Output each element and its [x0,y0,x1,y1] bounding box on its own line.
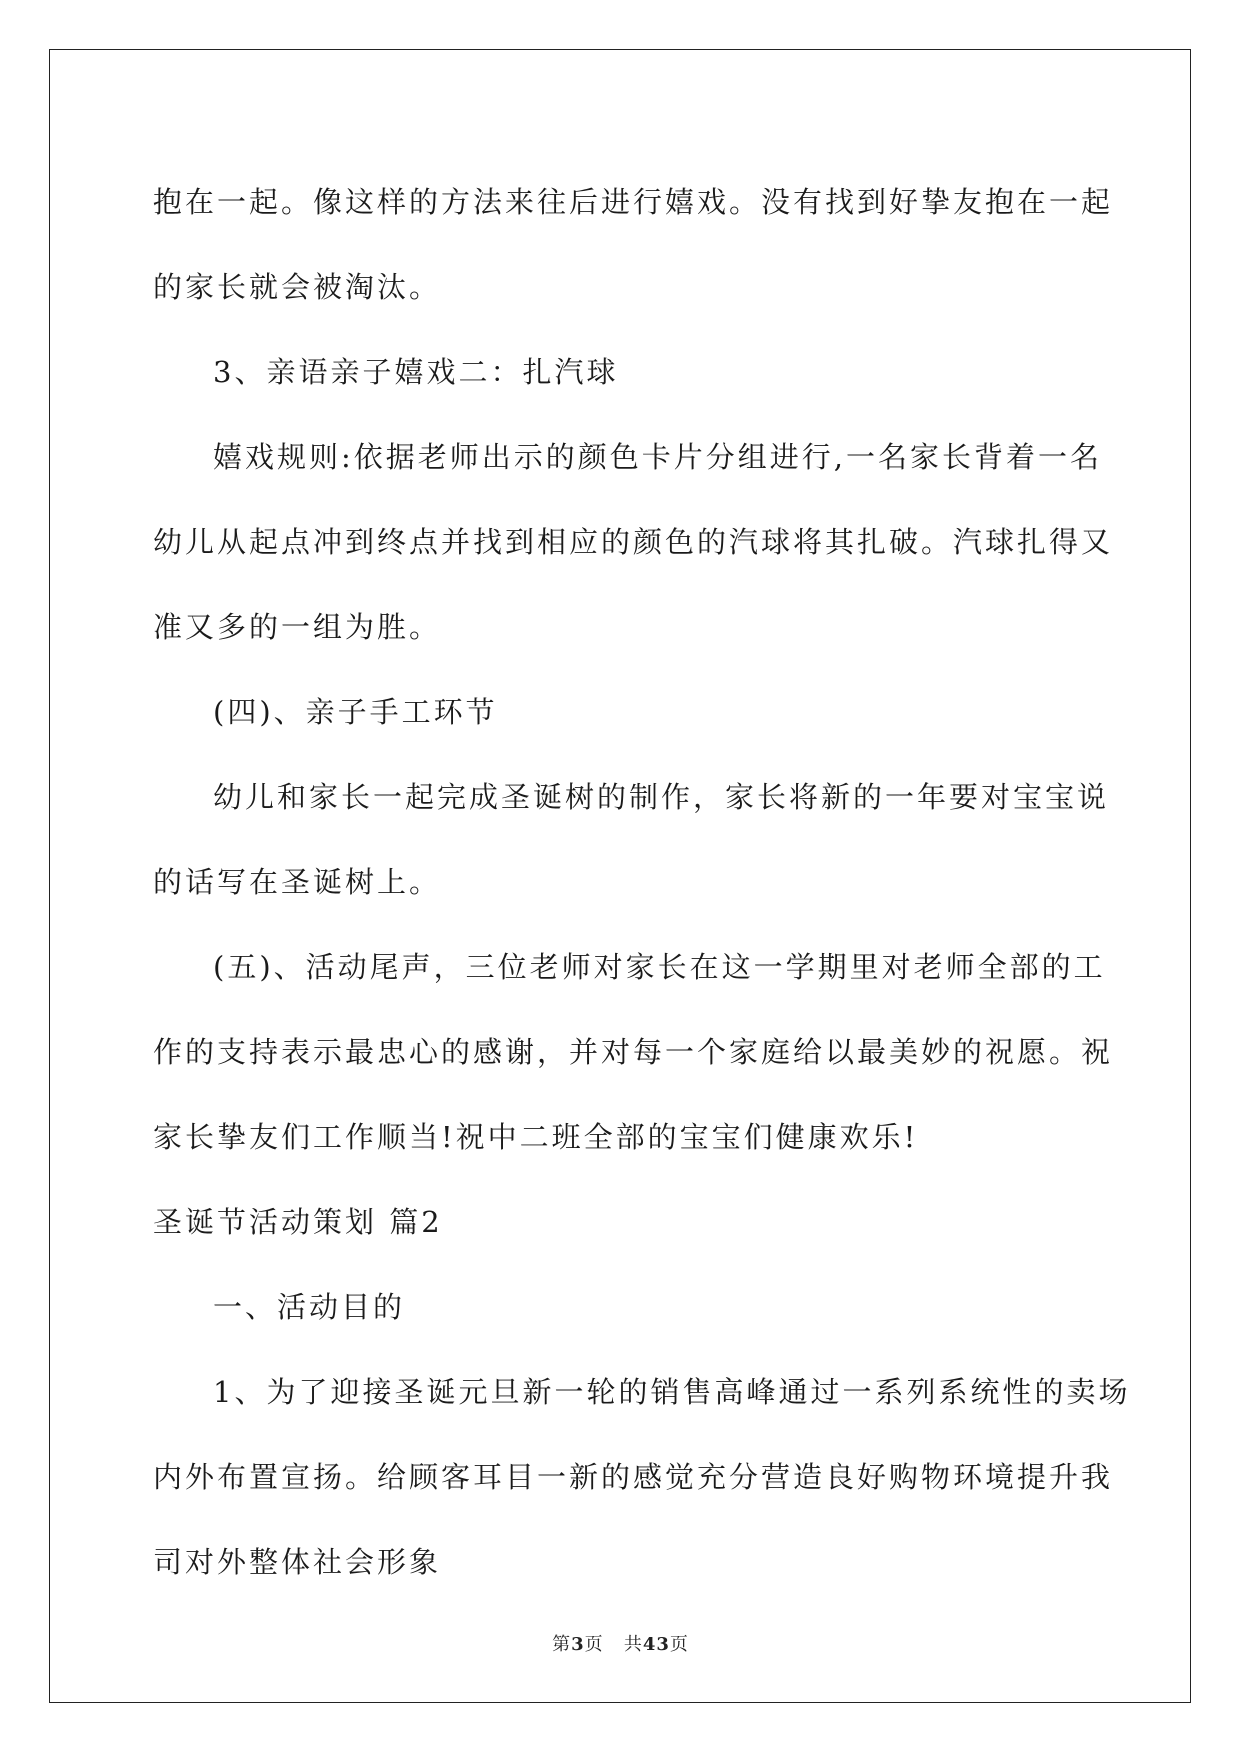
paragraph-line: 抱在一起。像这样的方法来往后进行嬉戏。没有找到好挚友抱在一起 [153,185,1114,219]
page-number: 3 [571,1634,585,1655]
section-heading: 3、亲语亲子嬉戏二：扎汽球 [213,355,619,389]
article-title: 圣诞节活动策划 篇2 [153,1205,443,1239]
paragraph-line: 作的支持表示最忠心的感谢，并对每一个家庭给以最美妙的祝愿。祝 [153,1035,1114,1069]
page-footer [0,1630,1241,1656]
paragraph-line: 的家长就会被淘汰。 [153,270,442,304]
paragraph-line: 司对外整体社会形象 [153,1545,442,1579]
section-heading: (四)、亲子手工环节 [213,695,498,729]
footer-total-suffix: 页 [669,1634,689,1655]
section-heading: 一、活动目的 [213,1290,406,1324]
paragraph-line: 幼儿从起点冲到终点并找到相应的颜色的汽球将其扎破。汽球扎得又 [153,525,1114,559]
footer-page-suffix: 页 [584,1634,604,1655]
paragraph-line: 幼儿和家长一起完成圣诞树的制作，家长将新的一年要对宝宝说 [213,780,1110,814]
footer-total-prefix: 共 [623,1634,643,1655]
paragraph-line: 家长挚友们工作顺当!祝中二班全部的宝宝们健康欢乐! [153,1120,919,1154]
document-body [153,160,1131,1605]
paragraph-line: 1、为了迎接圣诞元旦新一轮的销售高峰通过一系列系统性的卖场 [213,1375,1131,1409]
paragraph-line: 嬉戏规则:依据老师出示的颜色卡片分组进行,一名家长背着一名 [213,440,1102,474]
total-pages: 43 [642,1634,670,1655]
paragraph-line: 内外布置宣扬。给顾客耳目一新的感觉充分营造良好购物环境提升我 [153,1460,1114,1494]
paragraph-line: 准又多的一组为胜。 [153,610,442,644]
paragraph-line: (五)、活动尾声，三位老师对家长在这一学期里对老师全部的工 [213,950,1106,984]
paragraph-line: 的话写在圣诞树上。 [153,865,442,899]
footer-prefix: 第 [552,1634,572,1655]
